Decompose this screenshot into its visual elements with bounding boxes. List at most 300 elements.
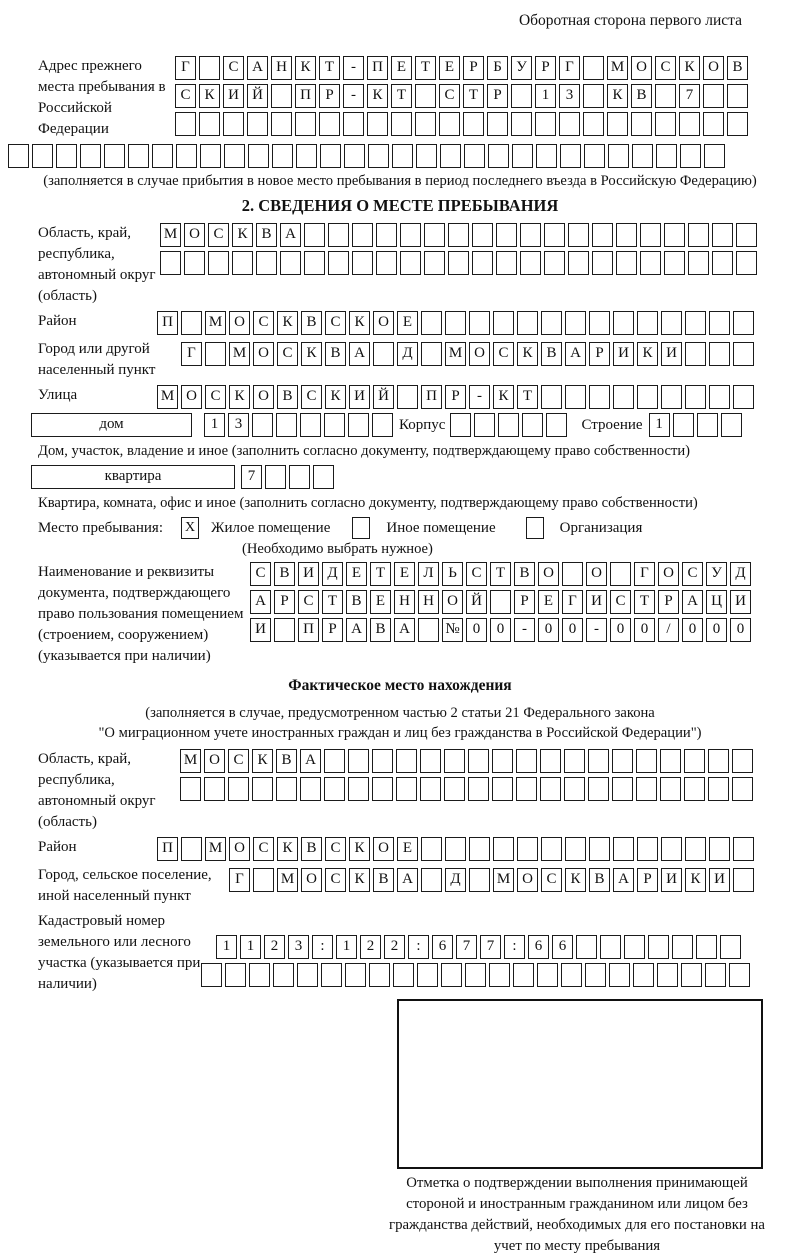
form-cell [610,562,631,586]
form-cell [732,777,753,801]
form-cell [612,777,633,801]
form-cell: 3 [559,84,580,108]
form-cell: В [256,223,277,247]
form-cell [684,777,705,801]
form-cell: О [658,562,679,586]
form-cell [584,144,605,168]
form-cell: Е [397,837,418,861]
form-cell: В [274,562,295,586]
form-cell: / [658,618,679,642]
form-cell [440,144,461,168]
checkbox-organization [526,517,544,539]
form-cell: Р [274,590,295,614]
form-cell: Р [463,56,484,80]
form-cell: Е [391,56,412,80]
form-cell [736,251,757,275]
form-cell [300,777,321,801]
form-cell [616,251,637,275]
form-cell: В [727,56,748,80]
form-cell [448,223,469,247]
form-cell [373,342,394,366]
form-cell: О [204,749,225,773]
form-cell [488,144,509,168]
form-cell [418,618,439,642]
form-cell: - [343,84,364,108]
form-cell: В [514,562,535,586]
form-cell [324,413,345,437]
form-cell: 7 [480,935,501,959]
form-cell [684,749,705,773]
form-cell [232,251,253,275]
form-cell [685,385,706,409]
form-cell [560,144,581,168]
form-cell: Г [559,56,580,80]
form-cell: Т [391,84,412,108]
form-cell [300,413,321,437]
form-cell: Р [322,618,343,642]
form-cell: - [586,618,607,642]
form-cell [487,112,508,136]
form-cell [633,963,654,987]
form-cell [664,251,685,275]
form-cell [152,144,173,168]
form-cell [56,144,77,168]
form-cell: А [613,868,634,892]
form-cell [540,777,561,801]
form-cell: А [565,342,586,366]
form-cell: М [277,868,298,892]
form-cell [225,963,246,987]
cadastral-row-2 [201,963,750,987]
form-cell [271,84,292,108]
form-cell [439,112,460,136]
form-cell [276,413,297,437]
form-cell [600,935,621,959]
form-cell: В [370,618,391,642]
form-cell [517,311,538,335]
form-cell [736,223,757,247]
form-cell [564,777,585,801]
form-cell: Ц [706,590,727,614]
form-cell [469,837,490,861]
form-cell [252,777,273,801]
form-cell [583,56,604,80]
form-cell [376,223,397,247]
form-cell: В [373,868,394,892]
form-cell [704,144,725,168]
form-cell [204,777,225,801]
form-cell [541,385,562,409]
form-cell [32,144,53,168]
form-cell: О [703,56,724,80]
form-cell [537,963,558,987]
form-cell [631,112,652,136]
form-cell [421,311,442,335]
form-cell [588,749,609,773]
form-cell [208,251,229,275]
form-cell [416,144,437,168]
checkbox-other-premises [352,517,370,539]
house-cells [204,413,393,437]
form-cell [181,837,202,861]
form-cell [295,112,316,136]
form-cell [583,84,604,108]
form-cell [705,963,726,987]
form-cell: 7 [456,935,477,959]
form-cell [391,112,412,136]
form-cell [468,777,489,801]
cadastral-field [38,911,800,995]
form-cell: С [253,837,274,861]
form-cell: Т [370,562,391,586]
form-cell [181,311,202,335]
form-cell [709,385,730,409]
form-cell: А [349,342,370,366]
form-cell [328,251,349,275]
form-cell [496,223,517,247]
form-cell [727,84,748,108]
form-cell [709,837,730,861]
form-cell [392,144,413,168]
form-cell [372,749,393,773]
form-cell [656,144,677,168]
form-cell: : [312,935,333,959]
form-cell: О [229,311,250,335]
form-cell: О [538,562,559,586]
form-cell [564,749,585,773]
form-cell: Г [181,342,202,366]
form-cell: В [325,342,346,366]
form-cell [660,777,681,801]
form-cell [304,251,325,275]
form-cell: 0 [538,618,559,642]
form-cell: К [301,342,322,366]
form-cell: А [247,56,268,80]
form-cell [372,777,393,801]
form-cell [313,465,334,489]
form-cell: С [610,590,631,614]
form-cell: К [679,56,700,80]
form-cell: Л [418,562,439,586]
confirmation-stamp-area [388,999,766,1257]
form-cell: Й [466,590,487,614]
form-cell [568,251,589,275]
form-cell [463,112,484,136]
form-cell [697,413,718,437]
form-cell: 1 [535,84,556,108]
form-cell: М [160,223,181,247]
form-cell: С [223,56,244,80]
form-cell [450,413,471,437]
section2-title: 2. СВЕДЕНИЯ О МЕСТЕ ПРЕБЫВАНИЯ [241,196,559,215]
form-cell [544,223,565,247]
form-cell [472,251,493,275]
form-cell: А [300,749,321,773]
form-cell: Д [397,342,418,366]
form-cell: 2 [384,935,405,959]
form-cell: М [229,342,250,366]
form-cell [712,223,733,247]
form-cell: 0 [730,618,751,642]
form-cell [265,465,286,489]
form-cell: 1 [204,413,225,437]
form-cell: С [655,56,676,80]
form-cell: М [607,56,628,80]
apartment-row [0,465,800,489]
form-cell: 7 [241,465,262,489]
form-cell [708,777,729,801]
cadastral-row-1 [216,935,750,959]
form-cell [296,144,317,168]
ownership-doc-label: Наименование и реквизиты документа, подтверждающего право пользования помещением (строением, сооружением) (указывается при наличии) [38,564,244,664]
form-cell [160,251,181,275]
street-row [157,385,754,409]
cadastral-label: Кадастровый номер земельного или лесного участка (указывается при наличии) [38,913,201,992]
form-cell: Й [247,84,268,108]
form-cell: Е [439,56,460,80]
form-cell [253,868,274,892]
form-cell [321,963,342,987]
form-cell [688,251,709,275]
district-field [38,311,800,335]
form-cell: - [469,385,490,409]
previous-address-row-4 [8,144,800,168]
form-cell [624,935,645,959]
form-cell: Р [637,868,658,892]
form-cell [636,777,657,801]
form-cell [637,311,658,335]
form-cell [348,749,369,773]
form-cell: С [325,837,346,861]
page-side-note: Оборотная сторона первого листа [518,12,742,29]
form-cell: С [541,868,562,892]
form-cell: М [205,311,226,335]
form-cell [496,251,517,275]
form-cell: : [504,935,525,959]
form-cell: А [397,868,418,892]
form-cell: В [301,837,322,861]
actual-city-field [38,865,800,907]
form-cell [184,251,205,275]
form-cell [648,935,669,959]
form-cell: 2 [264,935,285,959]
form-cell [271,112,292,136]
form-cell: С [253,311,274,335]
form-cell [368,144,389,168]
ownership-doc-field [38,562,800,667]
form-cell [540,749,561,773]
form-cell [464,144,485,168]
form-cell: 0 [562,618,583,642]
city-row [181,342,754,366]
form-cell: М [157,385,178,409]
previous-address-label: Адрес прежнего места пребывания в Российской Федерации [38,58,166,137]
form-cell [421,868,442,892]
form-cell [681,963,702,987]
form-cell [376,251,397,275]
form-cell [304,223,325,247]
form-cell: К [349,311,370,335]
form-cell [348,413,369,437]
option-other-premises-label: Иное помещение [386,520,496,536]
form-cell [319,112,340,136]
form-cell [520,251,541,275]
form-cell: И [730,590,751,614]
form-cell: О [586,562,607,586]
form-cell: К [685,868,706,892]
form-cell: О [442,590,463,614]
form-cell [632,144,653,168]
form-cell [661,385,682,409]
stay-type-row [38,517,800,539]
form-cell: 3 [288,935,309,959]
form-cell: 0 [706,618,727,642]
form-cell: 0 [682,618,703,642]
region-label: Область, край, республика, автономный округ (область) [38,225,156,304]
form-cell [512,144,533,168]
form-cell [733,868,754,892]
form-cell: Н [394,590,415,614]
form-cell [8,144,29,168]
house-caption: Дом, участок, владение и иное (заполнить согласно документу, подтверждающему право собственности) [38,443,691,459]
form-cell: П [157,837,178,861]
form-cell [421,342,442,366]
form-cell: С [250,562,271,586]
form-cell [640,251,661,275]
form-cell: О [517,868,538,892]
form-cell: С [301,385,322,409]
form-cell: И [250,618,271,642]
form-cell [616,223,637,247]
form-cell: 0 [610,618,631,642]
form-cell [516,777,537,801]
form-cell [205,342,226,366]
form-cell: Г [562,590,583,614]
form-cell [513,963,534,987]
form-cell [688,223,709,247]
form-cell: П [367,56,388,80]
form-cell: Г [634,562,655,586]
form-cell: 1 [240,935,261,959]
form-cell: О [301,868,322,892]
form-cell [400,223,421,247]
form-cell: И [586,590,607,614]
form-cell [637,837,658,861]
form-cell: Г [175,56,196,80]
previous-address-row-1 [175,56,748,80]
form-cell [583,112,604,136]
actual-region-row-2 [180,777,753,801]
actual-region-row-1 [180,749,753,773]
form-cell: С [493,342,514,366]
form-cell [343,112,364,136]
form-cell: С [325,868,346,892]
form-cell [474,413,495,437]
form-cell: Б [487,56,508,80]
form-cell [421,837,442,861]
form-cell [520,223,541,247]
form-cell [420,777,441,801]
form-cell: Р [658,590,679,614]
form-cell [367,112,388,136]
form-cell: Т [415,56,436,80]
form-cell [608,144,629,168]
form-cell [328,223,349,247]
form-cell [345,963,366,987]
form-cell [609,963,630,987]
form-cell: М [445,342,466,366]
house-labelbox: дом [31,413,192,437]
form-cell [199,56,220,80]
form-cell [444,749,465,773]
form-cell [727,112,748,136]
form-cell [498,413,519,437]
form-cell: - [514,618,535,642]
option-organization-label: Организация [559,520,643,536]
form-cell [352,251,373,275]
form-cell [228,777,249,801]
form-cell [660,749,681,773]
form-cell [685,837,706,861]
form-cell: Р [445,385,466,409]
form-cell [448,251,469,275]
street-field [38,385,800,409]
form-cell [223,112,244,136]
form-cell: У [706,562,727,586]
ownership-doc-row-1 [250,562,751,586]
form-cell: № [442,618,463,642]
form-cell: О [469,342,490,366]
form-cell [709,342,730,366]
region-field [38,223,800,307]
form-cell: Ь [442,562,463,586]
ownership-doc-row-3 [250,618,751,642]
form-cell [396,777,417,801]
form-cell [680,144,701,168]
form-cell [535,112,556,136]
form-cell: А [250,590,271,614]
form-cell [637,385,658,409]
form-cell [424,251,445,275]
city-label: Город или другой населенный пункт [38,341,156,378]
form-cell [276,777,297,801]
form-cell: К [229,385,250,409]
form-cell [612,749,633,773]
form-cell [672,935,693,959]
apartment-labelbox: квартира [31,465,235,489]
form-cell [585,963,606,987]
form-cell [200,144,221,168]
form-cell [511,112,532,136]
form-cell [712,251,733,275]
form-cell: А [682,590,703,614]
form-cell [511,84,532,108]
form-cell [369,963,390,987]
form-cell [256,251,277,275]
form-cell [417,963,438,987]
form-cell: С [277,342,298,366]
form-cell [180,777,201,801]
form-cell [655,112,676,136]
form-cell [661,311,682,335]
form-cell [272,144,293,168]
form-cell [729,963,750,987]
actual-district-row [157,837,754,861]
form-cell: Д [730,562,751,586]
form-cell: К [637,342,658,366]
building-label: Корпус [399,416,446,433]
form-cell [613,311,634,335]
